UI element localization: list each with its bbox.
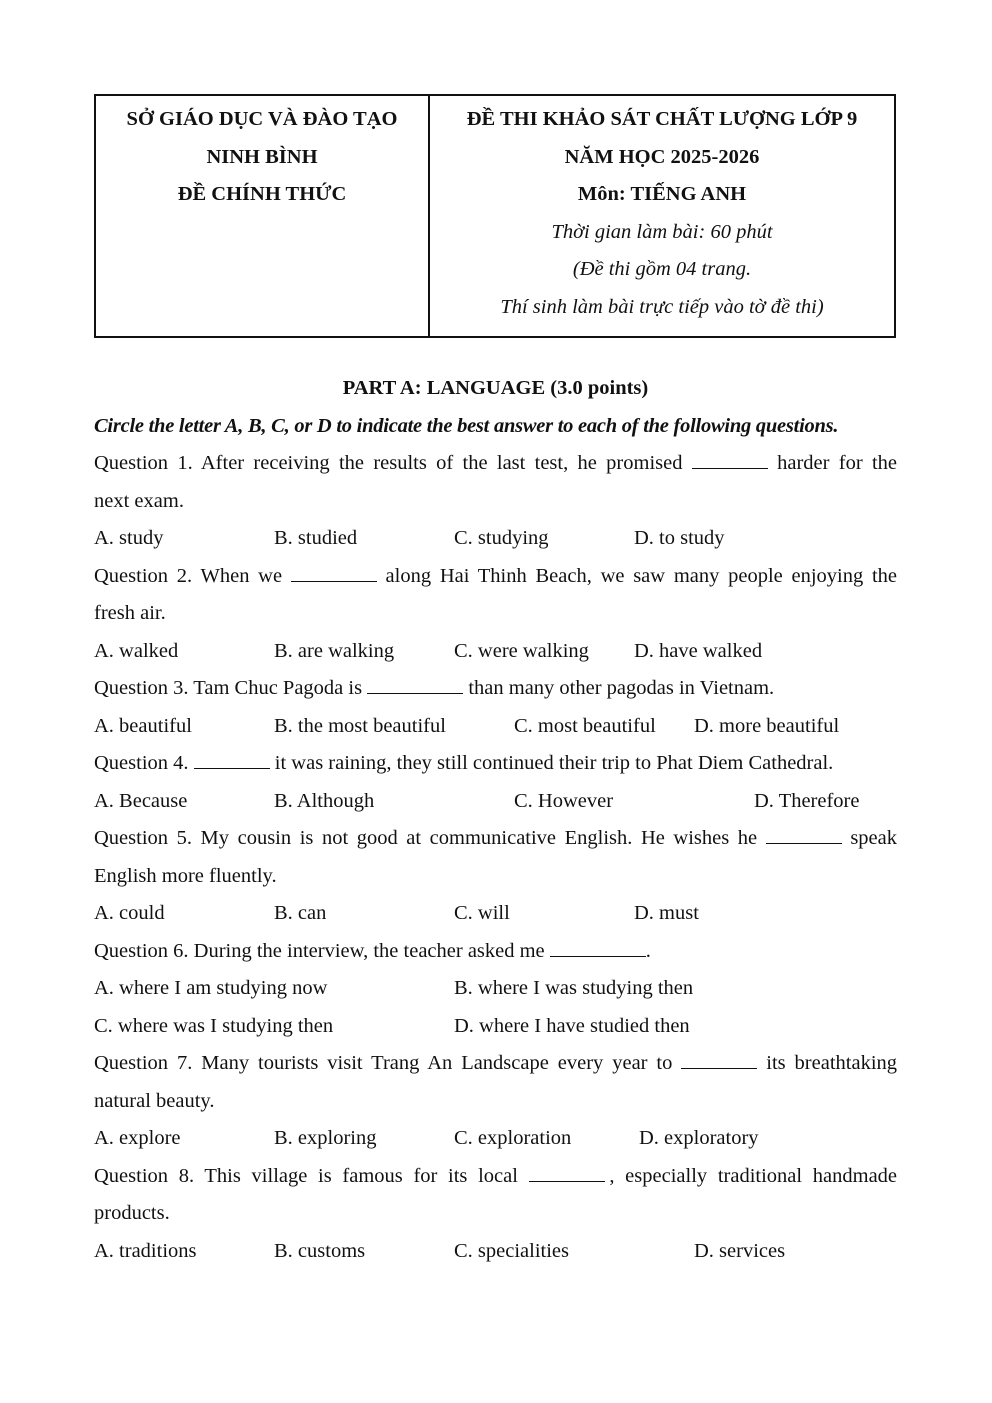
question-text: Question 4.: [94, 752, 189, 774]
question-7-continuation: natural beauty.: [94, 1089, 215, 1112]
question-text: Question 6. During the interview, the teacher asked me: [94, 939, 545, 962]
department-name: SỞ GIÁO DỤC VÀ ĐÀO TẠO: [126, 108, 398, 130]
option-d[interactable]: D. where I have studied then: [454, 1014, 690, 1037]
question-5-options: [94, 895, 897, 933]
question-text: it was raining, they still continued their trip to Phat Diem Cathedral.: [274, 752, 834, 774]
instruction: Circle the letter A, B, C, or D to indicate the best answer to each of the following questions.: [94, 414, 839, 437]
question-7-options: [94, 1120, 897, 1158]
answer-blank[interactable]: [681, 1046, 757, 1069]
question-text: , especially traditional handmade: [609, 1164, 898, 1187]
question-text: its breathtaking: [766, 1052, 898, 1074]
question-2-continuation: fresh air.: [94, 602, 166, 624]
question-1: [94, 445, 897, 483]
question-text: Question 1. After receiving the results of the last test, he promised: [94, 452, 683, 474]
question-7: [94, 1045, 897, 1083]
question-8-continuation: products.: [94, 1202, 170, 1224]
header-right-cell: [430, 96, 894, 336]
option-b[interactable]: B. studied: [274, 527, 358, 549]
question-1-options: [94, 520, 897, 558]
exam-title: ĐỀ THI KHẢO SÁT CHẤT LƯỢNG LỚP 9: [466, 108, 858, 130]
question-text: along Hai Thinh Beach, we saw many people enjoying the: [385, 564, 897, 587]
question-2-options: [94, 633, 897, 671]
option-b[interactable]: B. the most beautiful: [274, 714, 446, 737]
answer-blank[interactable]: [766, 821, 842, 844]
time-limit: Thời gian làm bài: 60 phút: [551, 220, 773, 243]
option-b[interactable]: B. customs: [274, 1239, 366, 1262]
option-b[interactable]: B. can: [274, 902, 327, 924]
option-d[interactable]: D. to study: [634, 527, 725, 549]
question-text: speak: [850, 827, 897, 849]
option-c[interactable]: C. will: [454, 902, 510, 924]
option-c[interactable]: C. were walking: [454, 639, 589, 662]
part-title: PART A: LANGUAGE (3.0 points): [342, 377, 649, 399]
option-b[interactable]: B. exploring: [274, 1127, 377, 1149]
school-year: NĂM HỌC 2025-2026: [564, 145, 760, 168]
question-3: [94, 670, 897, 708]
option-b[interactable]: B. where I was studying then: [454, 977, 694, 999]
question-text: .: [645, 939, 651, 962]
option-c[interactable]: C. where was I studying then: [94, 1014, 334, 1037]
question-5: [94, 820, 897, 858]
question-5-continuation: English more fluently.: [94, 864, 277, 887]
question-8: [94, 1158, 897, 1196]
option-c[interactable]: C. exploration: [454, 1127, 572, 1149]
question-4-options: [94, 783, 897, 821]
option-a[interactable]: A. could: [94, 902, 165, 924]
option-c[interactable]: C. specialities: [454, 1239, 570, 1262]
header-left-cell: [96, 96, 430, 336]
option-b[interactable]: B. are walking: [274, 639, 395, 662]
option-a[interactable]: A. traditions: [94, 1239, 197, 1262]
answer-blank[interactable]: [550, 934, 646, 957]
question-text: Question 3. Tam Chuc Pagoda is: [94, 677, 363, 699]
question-text: Question 5. My cousin is not good at communicative English. He wishes he: [94, 827, 758, 849]
question-text: Question 7. Many tourists visit Trang An Landscape every year to: [94, 1052, 673, 1074]
option-a[interactable]: A. beautiful: [94, 714, 192, 737]
question-text: Question 2. When we: [94, 564, 283, 587]
answer-blank[interactable]: [529, 1159, 605, 1182]
option-c[interactable]: C. studying: [454, 527, 549, 549]
option-a[interactable]: A. walked: [94, 639, 179, 662]
subject: Môn: TIẾNG ANH: [577, 183, 747, 205]
option-a[interactable]: A. Because: [94, 789, 188, 812]
option-a[interactable]: A. study: [94, 527, 164, 549]
option-d[interactable]: D. exploratory: [639, 1127, 759, 1149]
page-count-note: (Đề thi gồm 04 trang.: [572, 258, 752, 280]
answer-instruction-note: Thí sinh làm bài trực tiếp vào tờ đề thi): [500, 295, 824, 318]
question-text: than many other pagodas in Vietnam.: [468, 677, 775, 699]
question-6-options-row-1: [94, 970, 897, 1008]
question-1-continuation: next exam.: [94, 489, 184, 512]
question-8-options: [94, 1233, 897, 1271]
option-d[interactable]: D. services: [694, 1239, 786, 1262]
option-d[interactable]: D. Therefore: [754, 789, 860, 812]
option-c[interactable]: C. most beautiful: [514, 714, 656, 737]
answer-blank[interactable]: [194, 746, 270, 769]
option-c[interactable]: C. However: [514, 789, 614, 812]
answer-blank[interactable]: [291, 559, 377, 582]
answer-blank[interactable]: [692, 446, 768, 469]
option-a[interactable]: A. where I am studying now: [94, 977, 328, 999]
question-text: harder for the: [777, 452, 898, 474]
question-2: [94, 558, 897, 596]
question-6: [94, 933, 897, 971]
exam-content: [94, 370, 897, 1270]
option-a[interactable]: A. explore: [94, 1127, 181, 1149]
question-3-options: [94, 708, 897, 746]
question-4: [94, 745, 897, 783]
exam-header-table: [94, 94, 896, 338]
question-text: Question 8. This village is famous for its local: [94, 1164, 518, 1187]
option-d[interactable]: D. have walked: [634, 639, 763, 662]
province-name: NINH BÌNH: [206, 145, 318, 168]
answer-blank[interactable]: [367, 671, 463, 694]
option-d[interactable]: D. must: [634, 902, 699, 924]
question-6-options-row-2: [94, 1008, 897, 1046]
official-exam-label: ĐỀ CHÍNH THỨC: [177, 183, 347, 205]
option-d[interactable]: D. more beautiful: [694, 714, 840, 737]
option-b[interactable]: B. Although: [274, 789, 375, 812]
